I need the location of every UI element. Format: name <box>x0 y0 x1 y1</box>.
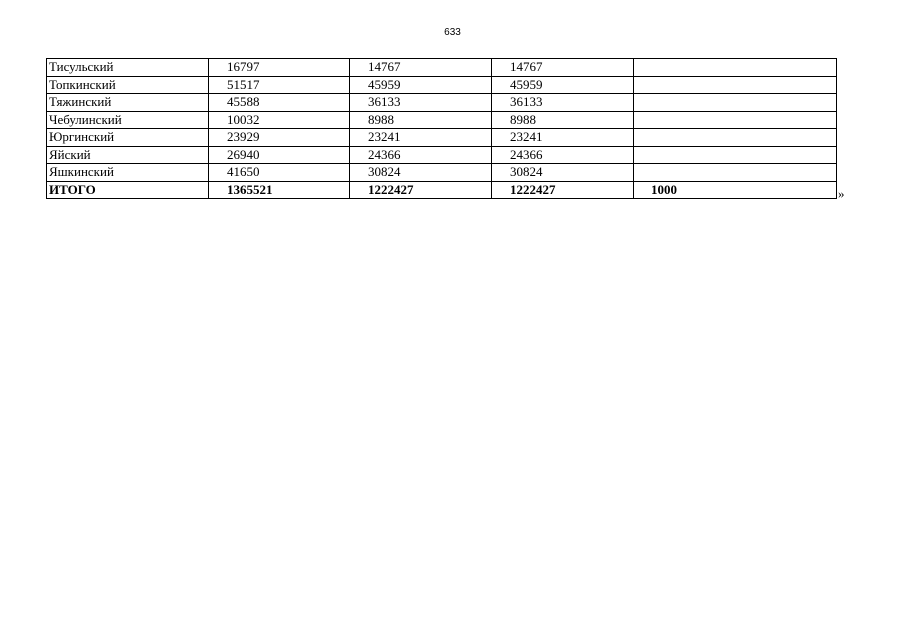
row-name: Тисульский <box>47 59 209 77</box>
table-row <box>47 111 837 129</box>
total-value: 1000 <box>634 181 837 199</box>
row-name: Яйский <box>47 146 209 164</box>
closing-quote: » <box>838 186 845 201</box>
row-value: 36133 <box>350 94 492 112</box>
row-value: 23241 <box>350 129 492 147</box>
table-row <box>47 164 837 182</box>
row-value: 45959 <box>492 76 634 94</box>
row-name: Топкинский <box>47 76 209 94</box>
row-name: Чебулинский <box>47 111 209 129</box>
table-row <box>47 76 837 94</box>
row-value: 24366 <box>350 146 492 164</box>
data-table <box>46 58 837 199</box>
table-row <box>47 129 837 147</box>
row-value: 14767 <box>492 59 634 77</box>
row-value <box>634 111 837 129</box>
row-value <box>634 76 837 94</box>
total-value: 1365521 <box>209 181 350 199</box>
row-value: 23929 <box>209 129 350 147</box>
row-value: 51517 <box>209 76 350 94</box>
table-row <box>47 146 837 164</box>
row-value: 8988 <box>492 111 634 129</box>
row-name: Юргинский <box>47 129 209 147</box>
row-value <box>634 146 837 164</box>
total-value: 1222427 <box>492 181 634 199</box>
row-value: 24366 <box>492 146 634 164</box>
row-value <box>634 129 837 147</box>
total-row <box>47 181 837 199</box>
row-value: 45588 <box>209 94 350 112</box>
row-value: 10032 <box>209 111 350 129</box>
row-value <box>634 164 837 182</box>
row-value: 26940 <box>209 146 350 164</box>
row-value: 14767 <box>350 59 492 77</box>
row-value: 30824 <box>350 164 492 182</box>
row-name: Яшкинский <box>47 164 209 182</box>
page-number: 633 <box>444 27 461 38</box>
table-row <box>47 94 837 112</box>
row-value <box>634 94 837 112</box>
row-value: 41650 <box>209 164 350 182</box>
row-value <box>634 59 837 77</box>
row-value: 36133 <box>492 94 634 112</box>
row-value: 45959 <box>350 76 492 94</box>
row-value: 8988 <box>350 111 492 129</box>
row-value: 23241 <box>492 129 634 147</box>
total-value: 1222427 <box>350 181 492 199</box>
row-value: 30824 <box>492 164 634 182</box>
row-name: Тяжинский <box>47 94 209 112</box>
total-label: ИТОГО <box>47 181 209 199</box>
table-row <box>47 59 837 77</box>
row-value: 16797 <box>209 59 350 77</box>
